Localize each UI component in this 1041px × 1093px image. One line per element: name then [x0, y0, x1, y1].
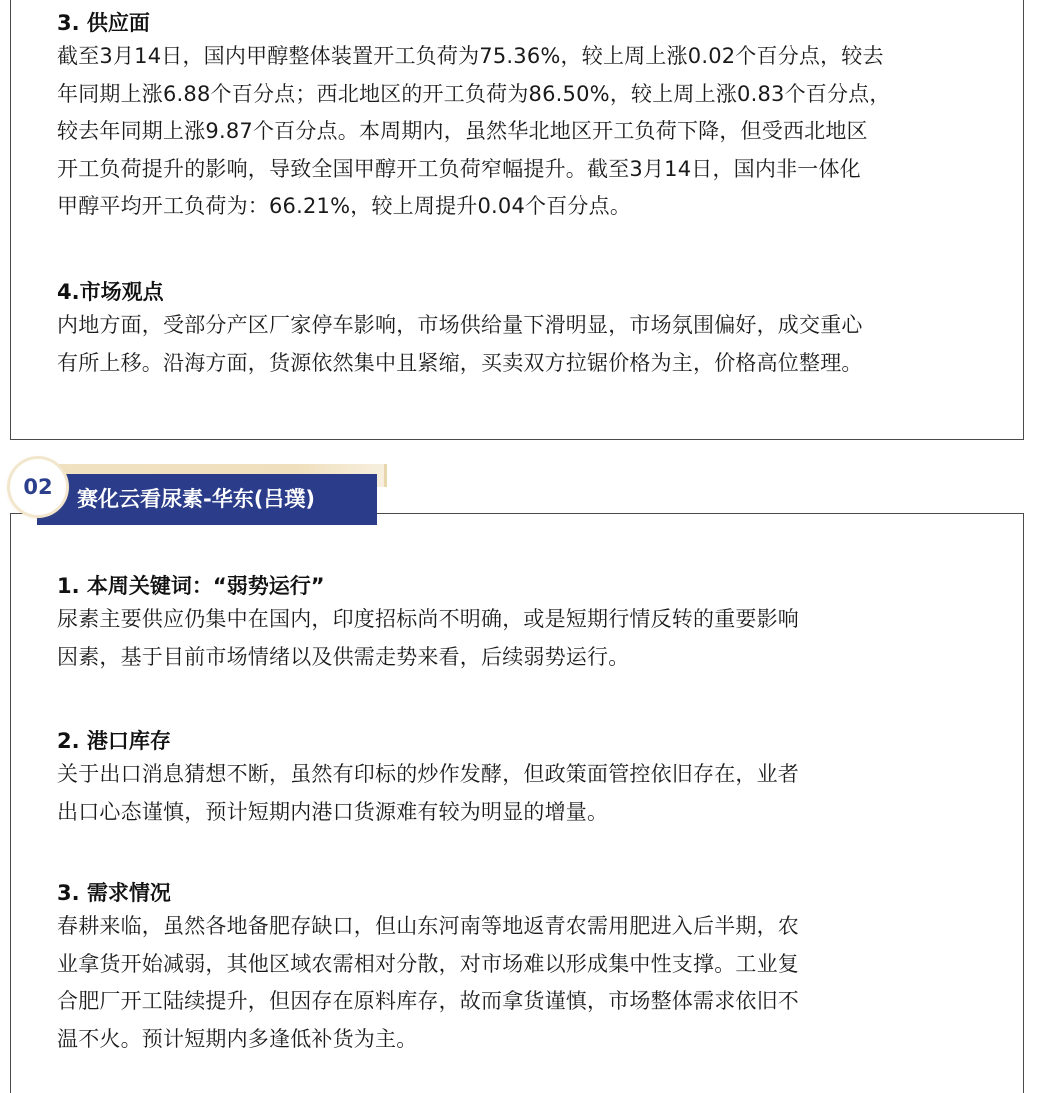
demand-paragraph — [57, 908, 987, 1058]
supply-heading: 3. 供应面 — [57, 11, 150, 35]
paragraph-line: 较去年同期上涨9.87个百分点。本周期内，虽然华北地区开工负荷下降，但受西北地区 — [57, 119, 868, 143]
paragraph-line: 因素，基于目前市场情绪以及供需走势来看，后续弱势运行。 — [57, 644, 630, 669]
paragraph-line: 截至3月14日，国内甲醇整体装置开工负荷为75.36%，较上周上涨0.02个百分点，较去 — [57, 44, 884, 68]
report-card-urea — [10, 513, 1024, 1093]
section-title: 赛化云看尿素-华东(吕璞) — [37, 474, 377, 525]
paragraph-line: 开工负荷提升的影响，导致全国甲醇开工负荷窄幅提升。截至3月14日，国内非一体化 — [57, 156, 861, 181]
paragraph-line: 业拿货开始减弱，其他区域农需相对分散，对市场难以形成集中性支撑。工业复 — [57, 951, 799, 976]
section-number: 02 — [10, 459, 66, 515]
supply-paragraph — [57, 38, 987, 226]
paragraph-line: 春耕来临，虽然各地备肥存缺口，但山东河南等地返青农需用肥进入后半期，农 — [57, 914, 799, 938]
market-view-section — [57, 277, 987, 382]
supply-section — [57, 8, 987, 226]
keyword-section — [57, 571, 987, 676]
market-view-heading: 4.市场观点 — [57, 280, 164, 304]
market-view-paragraph — [57, 307, 987, 382]
paragraph-line: 甲醇平均开工负荷为：66.21%，较上周提升0.04个百分点。 — [57, 194, 632, 218]
paragraph-line: 尿素主要供应仍集中在国内，印度招标尚不明确，或是短期行情反转的重要影响 — [57, 607, 799, 631]
paragraph-line: 温不火。预计短期内多逢低补货为主。 — [57, 1026, 418, 1051]
port-inventory-section — [57, 726, 987, 831]
paragraph-line: 关于出口消息猜想不断，虽然有印标的炒作发酵，但政策面管控依旧存在，业者 — [57, 762, 799, 786]
paragraph-line: 年同期上涨6.88个百分点；西北地区的开工负荷为86.50%，较上周上涨0.83个百分点， — [57, 81, 891, 106]
port-inventory-heading: 2. 港口库存 — [57, 729, 171, 753]
section-badge — [0, 455, 400, 527]
port-inventory-paragraph — [57, 756, 987, 831]
paragraph-line: 有所上移。沿海方面，货源依然集中且紧缩，买卖双方拉锯价格为主，价格高位整理。 — [57, 350, 863, 375]
report-card-methanol — [10, 0, 1024, 440]
keyword-paragraph — [57, 601, 987, 676]
paragraph-line: 合肥厂开工陆续提升，但因存在原料库存，故而拿货谨慎，市场整体需求依旧不 — [57, 989, 799, 1013]
paragraph-line: 内地方面，受部分产区厂家停车影响，市场供给量下滑明显，市场氛围偏好，成交重心 — [57, 313, 863, 337]
paragraph-line: 出口心态谨慎，预计短期内港口货源难有较为明显的增量。 — [57, 799, 609, 824]
demand-heading: 3. 需求情况 — [57, 881, 171, 905]
keyword-heading: 1. 本周关键词：“弱势运行” — [57, 574, 325, 598]
demand-section — [57, 878, 987, 1058]
